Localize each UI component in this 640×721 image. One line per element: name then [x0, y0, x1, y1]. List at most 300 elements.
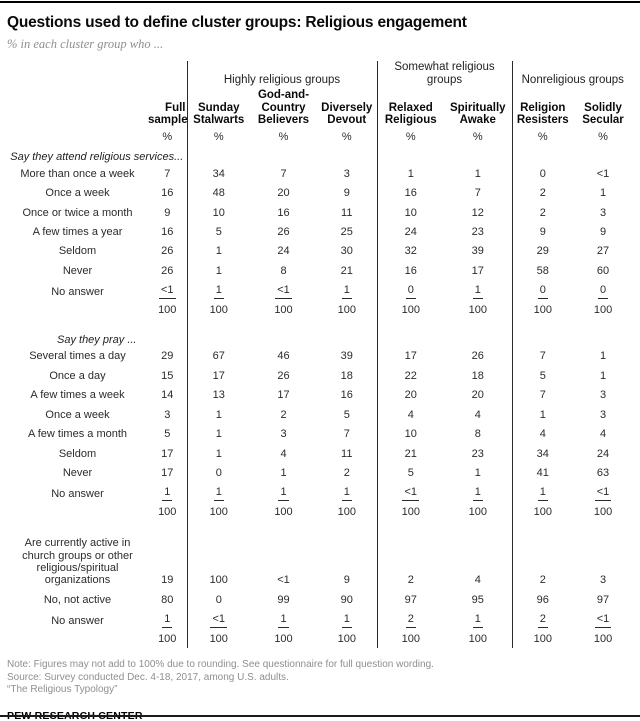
percent-sign: % [187, 130, 250, 147]
value-cell: 17 [161, 447, 174, 460]
total-cell: 100 [274, 633, 293, 646]
underlined-value: <1 [595, 613, 612, 627]
value-cell: 3 [599, 206, 607, 219]
column-header-god-and-country: God-and-Country Believers [257, 89, 310, 126]
value-cell: 8 [474, 428, 481, 441]
value-cell: 96 [512, 590, 573, 609]
value-cell: 19 [161, 574, 174, 587]
value-cell: 90 [340, 593, 353, 606]
value-cell: 18 [340, 369, 353, 382]
spacer-cell [148, 61, 187, 89]
total-cell: 100 [274, 506, 293, 519]
value-cell: 1 [187, 405, 250, 424]
value-cell [250, 483, 317, 504]
section-spacer-row [7, 320, 633, 330]
underlined-value: 1 [342, 613, 352, 627]
value-cell: 2 [343, 466, 350, 479]
spacer-cell [7, 631, 148, 648]
value-cell: 2 [377, 534, 444, 591]
value-cell: 9 [164, 206, 171, 219]
value-cell: 18 [471, 369, 484, 382]
value-cell: 29 [512, 242, 573, 261]
value-cell: 26 [471, 350, 484, 363]
spacer-cell [573, 522, 633, 534]
value-cell [377, 281, 444, 302]
value-cell: 17 [187, 366, 250, 385]
total-cell: 100 [187, 631, 250, 648]
percent-sign: % [377, 130, 444, 147]
row-label: No, not active [43, 593, 112, 606]
row-label: More than once a week [20, 167, 135, 180]
spacer-cell [7, 89, 148, 130]
underlined-value: 2 [538, 613, 548, 627]
value-cell: 27 [596, 245, 610, 258]
row-label: Never [62, 264, 93, 277]
value-cell [148, 281, 187, 302]
total-cell: 100 [158, 304, 177, 317]
spacer-cell [377, 330, 444, 347]
underlined-value: 2 [406, 613, 416, 627]
underlined-value: <1 [159, 284, 176, 298]
value-cell: 1 [187, 444, 250, 463]
table-row [7, 261, 633, 280]
value-cell: 1 [512, 405, 573, 424]
column-header-religion-resisters: Religion Resisters [512, 89, 573, 130]
source-text: Source: Survey conducted Dec. 4-18, 2017, among U.S. adults. [7, 671, 289, 683]
table-row [7, 444, 633, 463]
value-cell: 48 [187, 184, 250, 203]
value-cell: 9 [343, 187, 350, 200]
value-cell: 100 [187, 534, 250, 591]
total-cell: 100 [377, 504, 444, 521]
total-cell: 100 [512, 631, 573, 648]
value-cell: 22 [377, 366, 444, 385]
value-cell [187, 483, 250, 504]
value-cell: 58 [512, 261, 573, 280]
table-row [7, 347, 633, 366]
column-header-sunday-stalwarts: Sunday Stalwarts [187, 89, 250, 130]
spacer-cell [573, 320, 633, 330]
value-cell: 39 [340, 350, 353, 363]
spacer-cell [512, 147, 573, 164]
value-cell: 21 [340, 264, 353, 277]
spacer-cell [250, 330, 317, 347]
value-cell: 9 [512, 223, 573, 242]
spacer-cell [317, 147, 377, 164]
value-cell: 16 [340, 389, 353, 402]
value-cell: <1 [596, 167, 610, 180]
value-cell [444, 483, 512, 504]
value-cell: 29 [161, 350, 174, 363]
spacer-cell [512, 320, 573, 330]
value-cell [512, 281, 573, 302]
row-label: No answer [51, 286, 104, 299]
column-header-full-sample: Full sample [148, 101, 188, 126]
value-cell: 17 [471, 264, 484, 277]
value-cell [317, 281, 377, 302]
value-cell: 9 [343, 574, 350, 587]
value-cell [148, 610, 187, 631]
table-row [7, 223, 633, 242]
column-header-spiritually-awake: Spiritually Awake [449, 101, 506, 126]
total-cell: 100 [337, 506, 356, 519]
value-cell [148, 483, 187, 504]
percent-sign: % [162, 130, 173, 143]
total-cell: 100 [468, 506, 487, 519]
underlined-value: 1 [473, 284, 483, 298]
value-cell: 2 [280, 408, 287, 421]
value-cell: 4 [280, 447, 287, 460]
underlined-value: 1 [278, 486, 288, 500]
value-cell: 7 [474, 187, 481, 200]
spacer-cell [317, 522, 377, 534]
spacer-cell [250, 147, 317, 164]
underlined-value: 1 [214, 486, 224, 500]
spacer-cell [7, 61, 148, 89]
percent-sign: % [341, 130, 352, 143]
value-cell: 4 [474, 574, 481, 587]
top-rule [0, 1, 640, 3]
value-cell [250, 281, 317, 302]
value-cell: 9 [599, 226, 607, 239]
value-cell: 20 [377, 386, 444, 405]
value-cell: 3 [599, 389, 607, 402]
spacer-cell [7, 320, 187, 330]
underlined-value: 0 [406, 284, 416, 298]
value-cell: 26 [161, 245, 174, 258]
value-cell: 1 [599, 187, 607, 200]
value-cell: 34 [512, 444, 573, 463]
page-title: Questions used to define cluster groups: Religious engagement [7, 14, 467, 31]
row-label: Never [62, 466, 93, 479]
section-heading-row [7, 147, 633, 164]
value-cell [573, 610, 633, 631]
value-cell: 99 [277, 593, 290, 606]
value-cell: 24 [277, 245, 290, 258]
underlined-value: <1 [275, 284, 292, 298]
underlined-value: <1 [210, 613, 227, 627]
underlined-value: <1 [595, 486, 612, 500]
spacer-cell [377, 320, 444, 330]
value-cell: 24 [596, 447, 610, 460]
total-cell: 100 [593, 304, 613, 317]
spacer-cell [377, 147, 444, 164]
value-cell: 63 [596, 466, 610, 479]
table-row [7, 610, 633, 631]
value-cell: 10 [187, 203, 250, 222]
table-row [7, 386, 633, 405]
value-cell [444, 610, 512, 631]
row-label: A few times a year [32, 226, 123, 239]
table-body [7, 147, 633, 649]
value-cell: 7 [512, 386, 573, 405]
value-cell: 7 [164, 167, 171, 180]
underlined-value: 1 [342, 284, 352, 298]
total-cell: 100 [337, 304, 356, 317]
row-label: No answer [51, 488, 104, 501]
total-cell: 100 [377, 302, 444, 319]
value-cell: 11 [341, 447, 353, 460]
value-cell: <1 [277, 574, 290, 587]
underlined-value: 1 [214, 284, 224, 298]
percent-sign: % [512, 130, 573, 147]
table-row [7, 242, 633, 261]
table-row [7, 184, 633, 203]
value-cell: 1 [474, 167, 481, 180]
value-cell: 0 [187, 590, 250, 609]
report-title: “The Religious Typology” [7, 684, 118, 696]
spacer-cell [444, 522, 512, 534]
column-header-solidly-secular: Solidly Secular [582, 101, 624, 126]
total-cell: 100 [468, 304, 487, 317]
spacer-cell [317, 330, 377, 347]
spacer-cell [187, 147, 250, 164]
value-cell [573, 483, 633, 504]
total-cell: 100 [158, 633, 177, 646]
value-cell: 1 [187, 261, 250, 280]
spacer-cell [7, 130, 148, 147]
spacer-cell [573, 147, 633, 164]
underlined-value: 0 [538, 284, 548, 298]
table-row [7, 366, 633, 385]
value-cell: 39 [471, 245, 484, 258]
spacer-cell [187, 320, 250, 330]
spacer-cell [187, 522, 250, 534]
underlined-value: 1 [538, 486, 548, 500]
spacer-cell [512, 330, 573, 347]
value-cell: 3 [599, 408, 607, 421]
value-cell: 32 [377, 242, 444, 261]
row-label: Once a day [49, 369, 106, 382]
underlined-value: 1 [473, 613, 483, 627]
value-cell: 17 [277, 389, 290, 402]
value-cell [377, 483, 444, 504]
value-cell: 5 [187, 223, 250, 242]
value-cell [444, 281, 512, 302]
total-cell: 100 [512, 302, 573, 319]
value-cell: 2 [512, 534, 573, 591]
underlined-value: 1 [278, 613, 288, 627]
value-cell: 14 [161, 389, 174, 402]
value-cell: 1 [280, 466, 287, 479]
spacer-cell [444, 147, 512, 164]
total-cell: 100 [337, 633, 356, 646]
value-cell: 25 [340, 226, 353, 239]
value-cell: 21 [377, 444, 444, 463]
value-cell: 2 [512, 184, 573, 203]
value-cell: 4 [474, 408, 481, 421]
spacer-cell [250, 320, 317, 330]
footer-notes [7, 659, 633, 696]
value-cell: 26 [277, 226, 290, 239]
underlined-value: 1 [473, 486, 483, 500]
value-cell: 20 [277, 187, 290, 200]
value-cell: 2 [512, 203, 573, 222]
underlined-value: 1 [162, 486, 172, 500]
spacer-cell [512, 522, 573, 534]
value-cell: 1 [599, 350, 607, 363]
underlined-value: 1 [162, 613, 172, 627]
underlined-value: 1 [342, 486, 352, 500]
total-cell: 100 [512, 504, 573, 521]
spacer-cell [7, 504, 148, 521]
value-cell: 11 [341, 206, 353, 219]
value-cell: 7 [343, 428, 350, 441]
table-row [7, 405, 633, 424]
value-cell: 97 [377, 590, 444, 609]
value-cell: 8 [280, 264, 287, 277]
section-heading: Say they pray ... [57, 333, 137, 346]
value-cell: 1 [377, 164, 444, 183]
group-header-somewhat-religious: Somewhat religious groups [377, 61, 512, 89]
total-row [7, 631, 633, 648]
value-cell: 10 [377, 203, 444, 222]
value-cell: 5 [377, 463, 444, 482]
column-header-row [7, 89, 633, 130]
total-cell: 100 [274, 304, 293, 317]
row-label: Once a week [45, 408, 110, 421]
value-cell [317, 610, 377, 631]
religious-engagement-table [7, 61, 633, 648]
total-cell: 100 [187, 302, 250, 319]
value-cell [250, 610, 317, 631]
total-row [7, 302, 633, 319]
value-cell: 95 [471, 593, 484, 606]
percent-sign: % [472, 130, 483, 143]
row-label: Seldom [58, 245, 97, 258]
total-cell: 100 [187, 504, 250, 521]
value-cell: 3 [343, 167, 350, 180]
spacer-cell [7, 302, 148, 319]
value-cell: 15 [161, 369, 174, 382]
value-cell: 16 [377, 184, 444, 203]
note-text: Note: Figures may not add to 100% due to rounding. See questionnaire for full question wording. [7, 659, 434, 671]
table-row [7, 281, 633, 302]
percent-sign: % [278, 130, 289, 143]
value-cell: 4 [377, 405, 444, 424]
total-cell: 100 [593, 506, 613, 519]
value-cell: 16 [277, 206, 290, 219]
value-cell: 26 [161, 264, 174, 277]
value-cell [512, 483, 573, 504]
value-cell: 13 [187, 386, 250, 405]
row-label: Once or twice a month [22, 206, 133, 219]
value-cell: 34 [187, 164, 250, 183]
value-cell [377, 610, 444, 631]
value-cell: 80 [161, 593, 174, 606]
value-cell: 46 [277, 350, 290, 363]
value-cell: 23 [471, 447, 484, 460]
value-cell: 60 [596, 264, 610, 277]
value-cell: 0 [187, 463, 250, 482]
value-cell: 5 [343, 408, 350, 421]
value-cell: 16 [161, 226, 174, 239]
value-cell: 1 [187, 425, 250, 444]
spacer-cell [317, 320, 377, 330]
row-label: Seldom [58, 447, 97, 460]
value-cell: 30 [340, 245, 353, 258]
value-cell [187, 281, 250, 302]
table-row [7, 164, 633, 183]
value-cell: 97 [596, 593, 610, 606]
spacer-cell [187, 330, 250, 347]
total-cell: 100 [377, 631, 444, 648]
value-cell: 1 [474, 466, 481, 479]
table-row [7, 203, 633, 222]
underlined-value: 0 [598, 284, 608, 298]
value-cell: 3 [280, 428, 287, 441]
value-cell [317, 483, 377, 504]
value-cell: 17 [161, 466, 174, 479]
spacer-cell [444, 320, 512, 330]
row-label: A few times a month [27, 428, 128, 441]
table-row [7, 590, 633, 609]
total-cell: 100 [468, 633, 487, 646]
value-cell: 1 [187, 242, 250, 261]
value-cell: 24 [377, 223, 444, 242]
spacer-cell [573, 330, 633, 347]
value-cell: 3 [599, 574, 607, 587]
underlined-value: <1 [402, 486, 419, 500]
row-label: Once a week [45, 187, 110, 200]
percent-sign: % [598, 130, 608, 143]
value-cell: 12 [471, 206, 484, 219]
spacer-cell [377, 522, 444, 534]
value-cell: 16 [377, 261, 444, 280]
table-row [7, 425, 633, 444]
value-cell: 10 [377, 425, 444, 444]
value-cell: 41 [512, 463, 573, 482]
table-row [7, 483, 633, 504]
total-row [7, 504, 633, 521]
column-header-relaxed-religious: Relaxed Religious [377, 89, 444, 130]
value-cell: 16 [161, 187, 174, 200]
value-cell [187, 610, 250, 631]
row-label: Are currently active in church groups or other religious/spiritual organizations [22, 537, 133, 587]
spacer-cell [250, 522, 317, 534]
value-cell [512, 610, 573, 631]
spacer-cell [7, 522, 187, 534]
group-header-nonreligious: Nonreligious groups [512, 61, 633, 89]
row-label: A few times a week [30, 389, 125, 402]
value-cell: 17 [377, 347, 444, 366]
total-cell: 100 [593, 633, 613, 646]
value-cell: 5 [512, 366, 573, 385]
table-row [7, 463, 633, 482]
value-cell: 26 [277, 369, 290, 382]
value-cell: 4 [512, 425, 573, 444]
percent-row [7, 130, 633, 147]
value-cell [573, 281, 633, 302]
value-cell: 3 [164, 408, 171, 421]
value-cell: 5 [164, 428, 171, 441]
value-cell: 20 [471, 389, 484, 402]
value-cell: 7 [280, 167, 287, 180]
spacer-cell [444, 330, 512, 347]
column-header-diversely-devout: Diversely Devout [321, 101, 373, 126]
value-cell: 7 [512, 347, 573, 366]
section-heading: Say they attend religious services... [10, 150, 184, 163]
row-label: No answer [51, 615, 104, 628]
table-row [7, 534, 633, 591]
value-cell: 1 [599, 369, 607, 382]
row-label: Several times a day [29, 350, 126, 363]
group-header-row [7, 61, 633, 89]
value-cell: 0 [512, 164, 573, 183]
page-subtitle: % in each cluster group who ... [7, 37, 164, 51]
value-cell: 67 [187, 347, 250, 366]
section-spacer-row [7, 522, 633, 534]
